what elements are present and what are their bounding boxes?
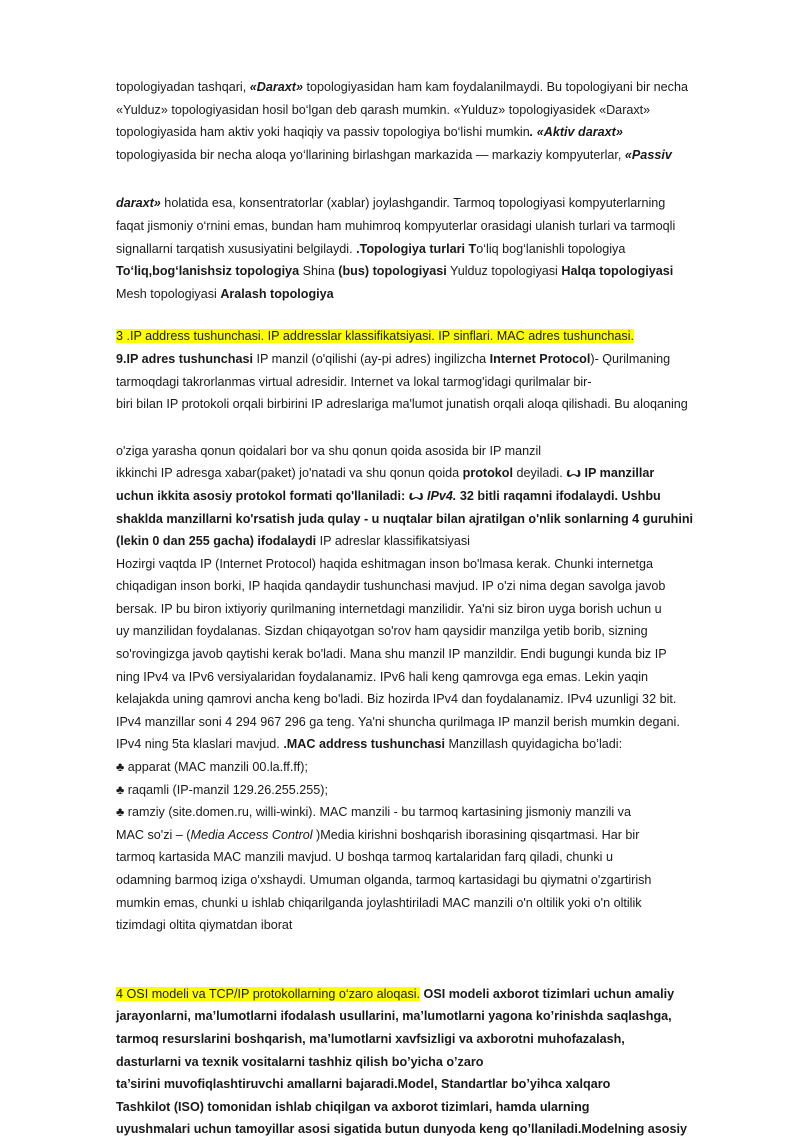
text-line: tarmoq resurslarini boshqarish, ma’lumotlarni xavfsizligi va axborotni muhofazalash, [116,1031,625,1046]
text-line: 9.IP adres tushunchasi IP manzil (o'qilishi (ay-pi adres) ingilizcha Internet Protocol)- Qurilmaning [116,351,671,366]
document-page [116,76,746,1141]
text-line: daraxt» holatida esa, konsentratorlar (xablar) joylashgandir. Tarmoq topologiyasi kompyuterlarning [116,196,666,211]
text-line: uchun ikkita asosiy protokol formati qo'llaniladi: ꙍ IPv4. 32 bitli raqamni ifodalaydi. Ushbu [116,488,661,503]
text-line: mumkin emas, chunki u ishlab chiqarilganda joylashtiriladi MAC manzili o'n oltilik yoki o'n oltilik [116,895,642,910]
text-line: (lekin 0 dan 255 gacha) ifodalaydi IP adreslar klassifikatsiyasi [116,534,470,549]
text-line: ta’sirini muvofiqlashtiruvchi amallarni bajaradi.Model, Standartlar bo’yihca xalqaro [116,1077,611,1092]
text-line: tizimdagi oltita qiymatdan iborat [116,918,293,933]
text-line: ning IPv4 va IPv6 versiyalaridan foydalanamiz. IPv6 hali keng qamrovga ega emas. Lekin yaqin [116,669,649,684]
text-line: To‘liq,bog‘lanishsiz topologiya Shina (bus) topologiyasi Yulduz topologiyasi Halqa topologiyasi [116,264,674,279]
text-line: dasturlarni va texnik vositalarni tashhiz qilish bo’yicha o’zaro [116,1054,484,1069]
text-line: faqat jismoniy o‘rnini emas, bundan ham muhimroq kompyuterlar orasidagi ulanish turlari va tarmoqli [116,218,676,233]
text-line: jarayonlarni, ma’lumotlarni ifodalash usullarini, ma’lumotlarni yagona ko’rinishda saqlashga, [116,1009,672,1024]
text-line: tarmoqdagi takrorlanmas virtual adresidir. Internet va lokal tarmog'idagi qurilmalar bir- [116,374,592,389]
text-line: odamning barmoq iziga o'xshaydi. Umuman olganda, tarmoq kartasidagi bu qiymatni o'zgartirish [116,873,652,887]
text-line: topologiyasida bir necha aloqa yo‘llarining birlashgan markazida — markaziy kompyuterlar, «Passiv [116,147,672,162]
text-line: so'rovingizga javob qaytishi kerak bo'ladi. Mana shu manzil IP manzildir. Endi bugungi kunda biz IP [116,647,667,662]
text-line: ikkinchi IP adresga xabar(paket) jo'natadi va shu qonun qoida protokol deyiladi. ꙍ IP manzillar [116,466,655,481]
text-line: bersak. IP bu biron ixtiyoriy qurilmaning internetdagi manzilidir. Ya'ni siz biron uyga borish uchun u [116,601,662,616]
text-line: Mesh topologiyasi Aralash topologiya [116,286,334,301]
list-item: ♣ raqamli (IP-manzil 129.26.255.255); [116,782,328,797]
text-line: signallarni tarqatish xususiyatini belgilaydi. .Topologiya turlari To‘liq bog‘lanishli topologiya [116,241,626,256]
text-line: uy manzilidan foydalanas. Sizdan chiqayotgan so'rov ham qaysidir manzilga yetib borib, sizning [116,624,648,639]
text-line: uyushmalari uchun tamoyillar asosi sigatida butun dunyoda keng qo’llaniladi.Modelning asosiy [116,1122,688,1137]
text-line: IPv4 ning 5ta klaslari mavjud. .MAC address tushunchasi Manzillash quyidagicha bo’ladi: [116,737,623,752]
text-line: topologiyadan tashqari, «Daraxt» topologiyasidan ham kam foydalanilmaydi. Bu topologiyani bir necha [116,80,688,94]
text-line: Hozirgi vaqtda IP (Internet Protocol) haqida eshitmagan inson bo'lmasa kerak. Chunki internetga [116,556,654,571]
section-heading: 4 OSI modeli va TCP/IP protokollarning o‘zaro aloqasi. OSI modeli axborot tizimlari uchun amaliy [116,986,675,1001]
text-line: Tashkilot (ISO) tomonidan ishlab chiqilgan va axborot tizimlari, hamda ularning [116,1099,590,1114]
text-line: o'ziga yarasha qonun qoidalari bor va shu qonun qoida asosida bir IP manzil [116,443,542,458]
text-line: tarmoq kartasida MAC manzili mavjud. U boshqa tarmoq kartalaridan farq qiladi, chunki u [116,850,613,865]
text-line: kelajakda uning qamrovi ancha keng bo'ladi. Biz hozirda IPv4 dan foydalanamiz. IPv4 uzunligi 32 bit. [116,692,677,707]
text-line: shaklda manzillarni ko'rsatish juda qulay - u nuqtalar bilan ajratilgan o'nlik sonlarning 4 guruhini [116,511,694,526]
text-line: IPv4 manzillar soni 4 294 967 296 ga teng. Ya'ni shuncha qurilmaga IP manzil berish mumkin degani. [116,714,680,729]
list-item: ♣ ramziy (site.domen.ru, willi-winki). MAC manzili - bu tarmoq kartasining jismoniy manzili va [116,805,631,820]
text-line: biri bilan IP protokoli orqali birbirini IP adreslariga ma'lumot junatish orqali aloqa qilishadi. Bu aloqaning [116,397,688,412]
text-line: «Yulduz» topologiyasidan hosil bo‘lgan deb qarash mumkin. «Yulduz» topologiyasidek «Daraxt» [116,102,651,117]
text-line: chiqadigan inson borki, IP haqida qandaydir tushunchasi mavjud. IP o'zi nima degan savolga javob [116,579,666,594]
section-heading: 3 .IP address tushunchasi. IP addresslar klassifikatsiyasi. IP sinflari. MAC adres tushunchasi. [116,329,634,344]
list-item: ♣ apparat (MAC manzili 00.la.ff.ff); [116,760,308,775]
text-line: topologiyasida ham aktiv yoki haqiqiy va passiv topologiya bo‘lishi mumkin. «Aktiv daraxt» [116,125,623,140]
text-line: MAC so'zi – (Media Access Control )Media kirishni boshqarish iborasining qisqartmasi. Har bir [116,827,640,842]
